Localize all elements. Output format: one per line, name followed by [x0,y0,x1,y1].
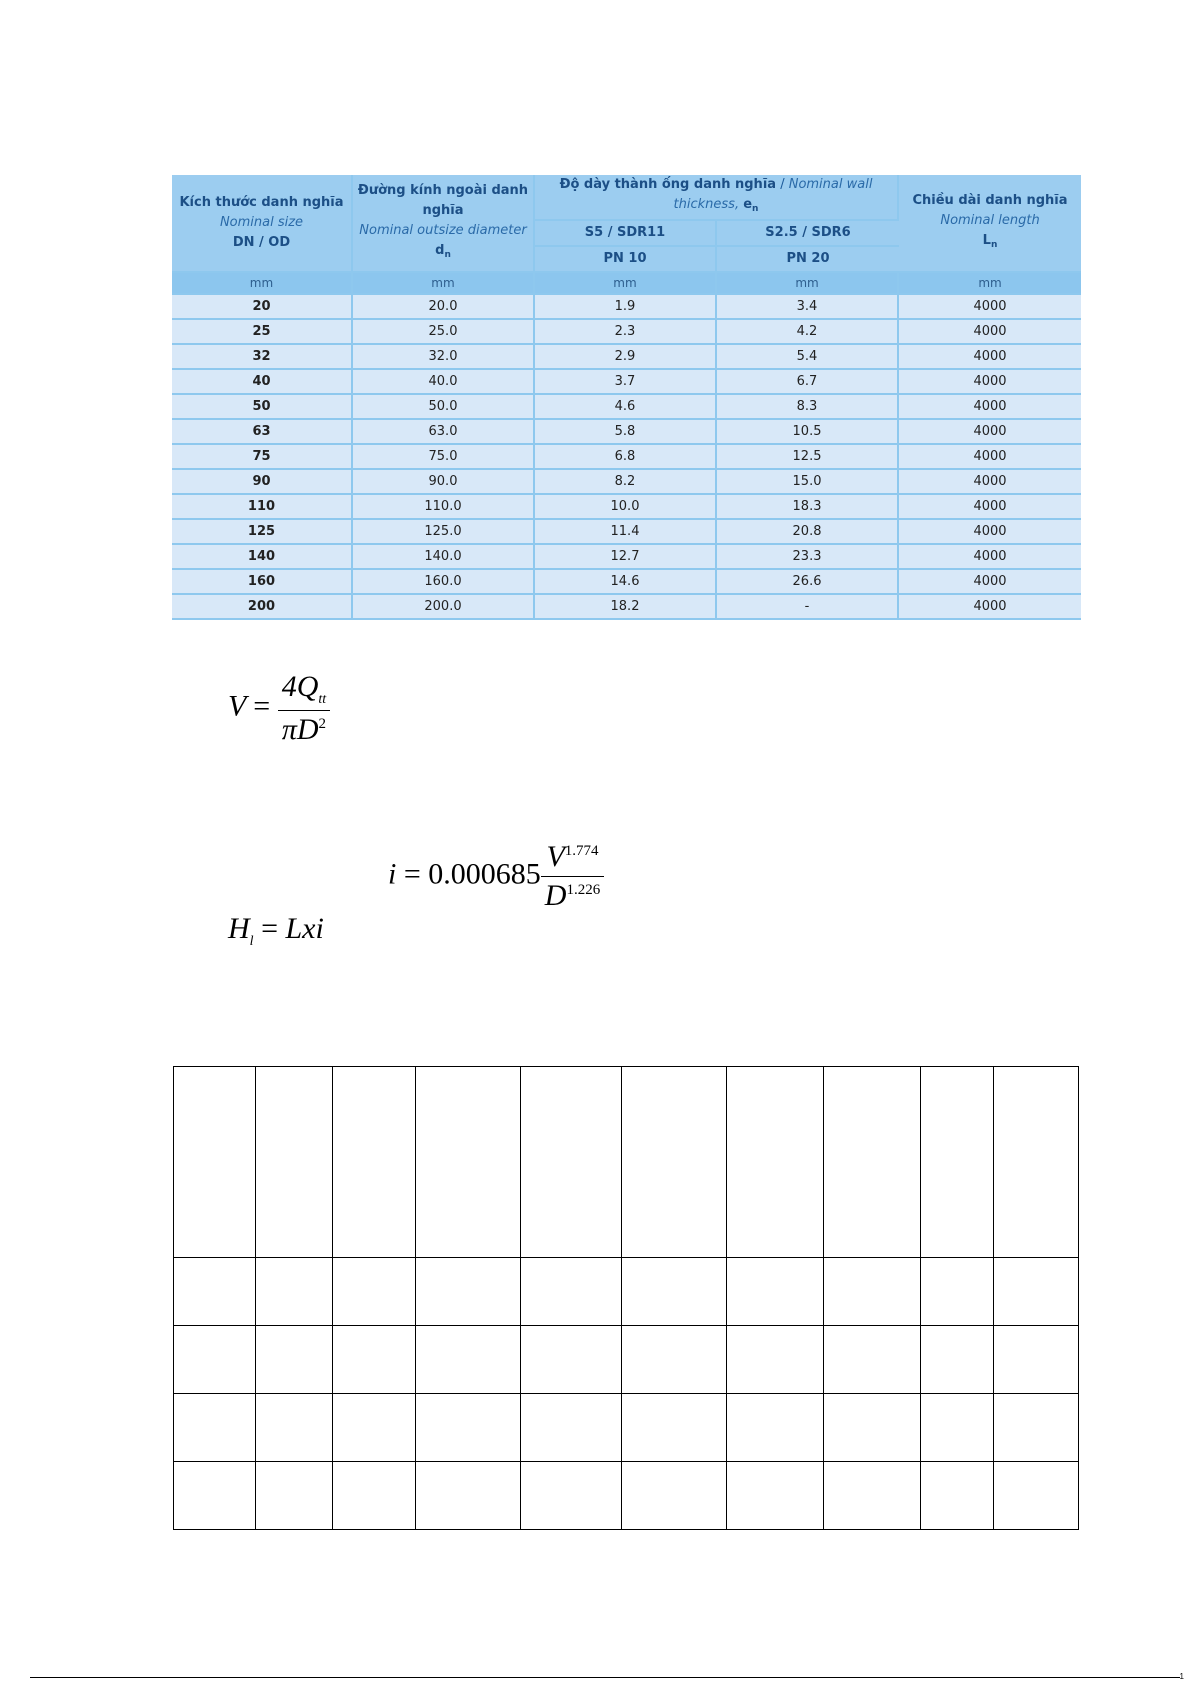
header-wall-thickness-code: $e_n$ [743,197,759,214]
headloss-formula: $H_l$ = Lxi [228,912,324,949]
table-cell: 3.7 [535,370,717,395]
header-wall-thickness: Độ dày thành ống danh nghĩa / Nominal wall thickness, $e_n$ [535,175,899,221]
table-cell: 23.3 [717,545,899,570]
table-cell: 140.0 [353,545,535,570]
header-nominal-size-en: Nominal size [219,215,304,230]
header-nominal-length-code: $L_n$ [982,233,998,250]
header-s25-sdr6: S2.5 / SDR6 [717,221,899,247]
table-cell: 8.3 [717,395,899,420]
grid-cell [622,1326,727,1394]
grid-cell [824,1067,921,1258]
table-cell: 4.2 [717,320,899,345]
grid-cell [416,1326,521,1394]
grid-row [174,1326,1079,1394]
grid-cell [727,1462,824,1530]
grid-cell [256,1258,333,1326]
grid-cell [921,1067,994,1258]
table-cell: 1.9 [535,295,717,320]
table-cell: 200.0 [353,595,535,620]
table-cell: 3.4 [717,295,899,320]
page-mark: 1 [1179,1672,1184,1681]
header-outside-diameter [353,175,535,273]
table-cell: 75.0 [353,445,535,470]
grid-cell [727,1394,824,1462]
grid-cell [622,1394,727,1462]
table-cell: 63 [172,420,353,445]
header-pn10: PN 10 [535,247,717,273]
table-cell: 25.0 [353,320,535,345]
table-cell: 10.0 [535,495,717,520]
table-row [172,295,1081,320]
table-cell: 26.6 [717,570,899,595]
table-cell: 75 [172,445,353,470]
grid-cell [333,1394,416,1462]
table-cell: 20 [172,295,353,320]
grid-cell [256,1394,333,1462]
table-cell: 4000 [899,520,1081,545]
table-cell: 160.0 [353,570,535,595]
grid-cell [521,1067,622,1258]
table-cell: 14.6 [535,570,717,595]
header-outside-diameter-code: $d_n$ [435,243,451,260]
grid-cell [921,1326,994,1394]
table-cell: 4000 [899,420,1081,445]
table-cell: 90 [172,470,353,495]
table-cell: 4000 [899,570,1081,595]
footer-rule [30,1677,1180,1678]
table-cell: 11.4 [535,520,717,545]
header-nominal-length-en: Nominal length [940,213,1040,228]
grid-row [174,1067,1079,1258]
grid-cell [256,1326,333,1394]
header-nominal-length-vn: Chiều dài danh nghĩa [912,193,1068,208]
table-cell: 125 [172,520,353,545]
grid-cell [174,1067,256,1258]
grid-cell [727,1067,824,1258]
table-cell: 125.0 [353,520,535,545]
grid-row [174,1394,1079,1462]
grid-cell [921,1258,994,1326]
table-row [172,420,1081,445]
grid-cell [994,1067,1079,1258]
grid-cell [622,1258,727,1326]
table-cell: 4000 [899,345,1081,370]
table-cell: 160 [172,570,353,595]
table-cell: 63.0 [353,420,535,445]
header-nominal-length [899,175,1081,273]
unit-cell: mm [899,273,1081,295]
table-cell: 4000 [899,445,1081,470]
table-cell: 12.5 [717,445,899,470]
table-cell: - [717,595,899,620]
grid-row [174,1462,1079,1530]
grid-cell [824,1326,921,1394]
table-cell: 5.4 [717,345,899,370]
header-nominal-size-code: DN / OD [232,235,291,250]
table-cell: 90.0 [353,470,535,495]
grid-cell [333,1258,416,1326]
grid-cell [521,1394,622,1462]
table-row [172,595,1081,620]
header-nominal-size-vn: Kích thước danh nghĩa [179,195,344,210]
table-row [172,445,1081,470]
table-cell: 4000 [899,545,1081,570]
velocity-formula: V = $\frac{4Q_{tt}}{\pi D^2}$ [228,670,330,747]
table-row [172,520,1081,545]
table-row [172,570,1081,595]
grid-cell [622,1067,727,1258]
grid-cell [994,1462,1079,1530]
table-cell: 18.2 [535,595,717,620]
table-cell: 50.0 [353,395,535,420]
table-row [172,470,1081,495]
grid-cell [921,1462,994,1530]
grid-cell [416,1067,521,1258]
table-cell: 110.0 [353,495,535,520]
grid-cell [727,1258,824,1326]
header-nominal-size [172,175,353,273]
table-cell: 6.7 [717,370,899,395]
grid-cell [521,1258,622,1326]
header-outside-diameter-en: Nominal outsize diameter [359,223,527,238]
table-row [172,395,1081,420]
table-cell: 6.8 [535,445,717,470]
grid-cell [416,1258,521,1326]
table-cell: 18.3 [717,495,899,520]
table-cell: 50 [172,395,353,420]
table-cell: 4000 [899,295,1081,320]
header-wall-thickness-vn: Độ dày thành ống danh nghĩa [559,177,777,192]
table-cell: 25 [172,320,353,345]
table-cell: 5.8 [535,420,717,445]
table-cell: 2.9 [535,345,717,370]
table-row [172,320,1081,345]
slope-formula: i = 0.000685 $\frac{V^{1.774}}{D^{1.226}}$ [388,840,604,913]
table-cell: 32 [172,345,353,370]
grid-cell [174,1394,256,1462]
unit-cell: mm [172,273,353,295]
grid-cell [727,1326,824,1394]
header-pn20: PN 20 [717,247,899,273]
table-cell: 200 [172,595,353,620]
grid-cell [994,1258,1079,1326]
grid-cell [174,1462,256,1530]
table-row [172,495,1081,520]
table-cell: 15.0 [717,470,899,495]
table-cell: 2.3 [535,320,717,345]
table-cell: 140 [172,545,353,570]
grid-cell [921,1394,994,1462]
grid-cell [994,1394,1079,1462]
table-cell: 110 [172,495,353,520]
grid-cell [521,1326,622,1394]
grid-cell [622,1462,727,1530]
header-wall-thickness-en: Nominal wall thickness, [673,177,873,212]
table-row [172,545,1081,570]
units-row [172,273,1081,295]
grid-cell [994,1326,1079,1394]
unit-cell: mm [353,273,535,295]
table-cell: 4000 [899,320,1081,345]
table-cell: 20.8 [717,520,899,545]
pipe-spec-table [172,175,1081,613]
grid-cell [333,1462,416,1530]
table-cell: 8.2 [535,470,717,495]
grid-cell [824,1462,921,1530]
table-row [172,345,1081,370]
empty-calculation-table [173,1066,1079,1530]
grid-cell [333,1067,416,1258]
grid-row [174,1258,1079,1326]
table-row [172,370,1081,395]
grid-cell [824,1258,921,1326]
table-cell: 4000 [899,595,1081,620]
grid-cell [416,1394,521,1462]
table-cell: 12.7 [535,545,717,570]
table-cell: 4000 [899,495,1081,520]
table-cell: 32.0 [353,345,535,370]
grid-cell [256,1462,333,1530]
grid-cell [521,1462,622,1530]
table-cell: 4.6 [535,395,717,420]
grid-cell [824,1394,921,1462]
grid-cell [174,1326,256,1394]
grid-cell [333,1326,416,1394]
table-cell: 4000 [899,470,1081,495]
unit-cell: mm [535,273,717,295]
table-cell: 40 [172,370,353,395]
grid-cell [174,1258,256,1326]
header-outside-diameter-vn: Đường kính ngoài danh nghĩa [357,183,529,218]
table-cell: 4000 [899,395,1081,420]
header-s5-sdr11: S5 / SDR11 [535,221,717,247]
table-cell: 40.0 [353,370,535,395]
table-cell: 4000 [899,370,1081,395]
table-cell: 20.0 [353,295,535,320]
table-cell: 10.5 [717,420,899,445]
grid-cell [416,1462,521,1530]
unit-cell: mm [717,273,899,295]
grid-cell [256,1067,333,1258]
